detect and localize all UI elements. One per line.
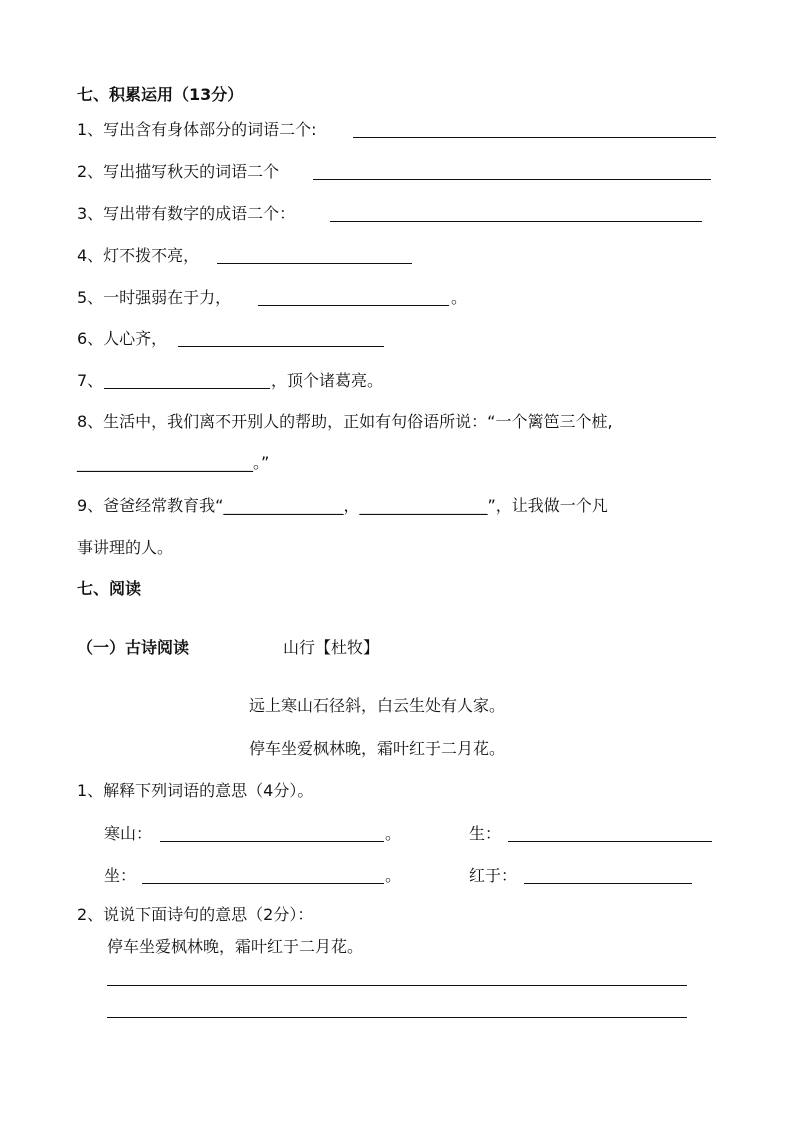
term-suffix-hanshan: 。 bbox=[385, 824, 402, 843]
question-9-text-cont: 事讲理的人。 bbox=[77, 538, 174, 557]
answer-line-1[interactable] bbox=[353, 137, 716, 138]
term-label-sheng: 生： bbox=[469, 824, 502, 843]
term-label-hongyu: 红于： bbox=[469, 866, 518, 885]
poem-line-2: 停车坐爱枫林晚，霜叶红于二月花。 bbox=[249, 739, 506, 758]
answer-line-translation-1[interactable] bbox=[107, 985, 687, 986]
question-1-text: 1、写出含有身体部分的词语二个: bbox=[77, 120, 317, 139]
section-heading-accumulate: 七、积累运用（13分） bbox=[77, 85, 244, 104]
reading-question-2-quote: 停车坐爱枫林晚，霜叶红于二月花。 bbox=[107, 937, 364, 956]
term-answer-line-hanshan[interactable] bbox=[160, 841, 384, 842]
question-5-text: 5、一时强弱在于力， bbox=[77, 288, 232, 307]
question-9-text: 9、爸爸经常教育我“_______________，________________”，让我做一个凡 bbox=[77, 496, 608, 515]
answer-line-5[interactable] bbox=[258, 305, 449, 306]
question-7-suffix: ，顶个诸葛亮。 bbox=[271, 371, 384, 390]
question-2-text: 2、写出描写秋天的词语二个 bbox=[77, 162, 280, 181]
reading-question-2: 2、说说下面诗句的意思（2分）： bbox=[77, 905, 314, 924]
poem-section-label: （一）古诗阅读 bbox=[77, 638, 190, 657]
term-label-hanshan: 寒山： bbox=[104, 824, 153, 843]
term-answer-line-hongyu[interactable] bbox=[524, 883, 692, 884]
reading-question-1: 1、解释下列词语的意思（4分）。 bbox=[77, 781, 314, 800]
answer-line-7[interactable] bbox=[104, 388, 270, 389]
question-4-text: 4、灯不拨不亮， bbox=[77, 246, 200, 265]
term-answer-line-zuo[interactable] bbox=[142, 883, 384, 884]
term-suffix-zuo: 。 bbox=[385, 866, 402, 885]
term-label-zuo: 坐： bbox=[104, 866, 137, 885]
answer-line-6[interactable] bbox=[178, 346, 384, 347]
answer-line-translation-2[interactable] bbox=[107, 1017, 687, 1018]
question-5-suffix: 。 bbox=[451, 288, 468, 307]
question-8-text: 8、生活中，我们离不开别人的帮助，正如有句俗语所说：“一个篱笆三个桩, bbox=[77, 412, 613, 431]
section-heading-reading: 七、阅读 bbox=[77, 579, 142, 598]
question-8-answer-line[interactable]: ______________________。” bbox=[77, 453, 270, 472]
term-answer-line-sheng[interactable] bbox=[508, 841, 712, 842]
question-3-text: 3、写出带有数字的成语二个： bbox=[77, 204, 296, 223]
answer-line-3[interactable] bbox=[330, 221, 702, 222]
answer-line-4[interactable] bbox=[217, 263, 412, 264]
poem-line-1: 远上寒山石径斜，白云生处有人家。 bbox=[249, 696, 506, 715]
poem-title: 山行【杜牧】 bbox=[283, 638, 380, 657]
question-7-text: 7、 bbox=[77, 371, 104, 390]
answer-line-2[interactable] bbox=[313, 179, 711, 180]
question-6-text: 6、人心齐， bbox=[77, 329, 168, 348]
